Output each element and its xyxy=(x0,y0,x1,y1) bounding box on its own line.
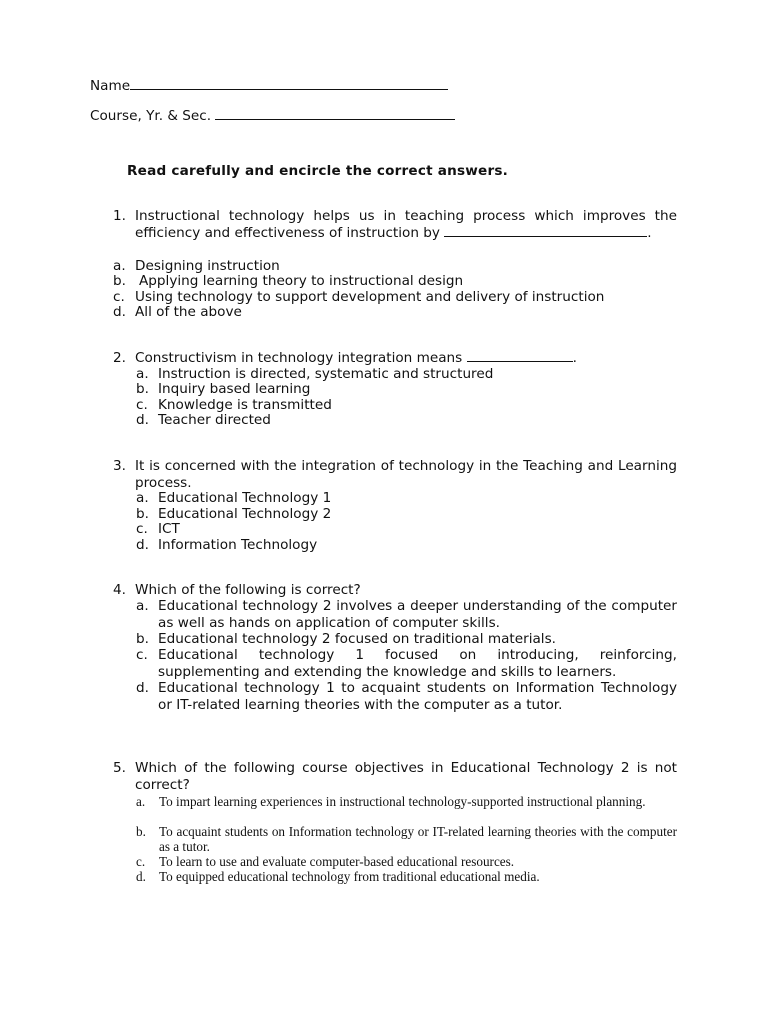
question-stem-end: . xyxy=(572,350,577,366)
option-letter: c. xyxy=(113,289,125,305)
name-blank[interactable] xyxy=(130,89,448,90)
option-text[interactable]: Knowledge is transmitted xyxy=(158,397,332,413)
instructions-heading: Read carefully and encircle the correct answers. xyxy=(127,163,509,179)
name-field xyxy=(90,78,448,94)
question-stem: Which of the following is correct? xyxy=(135,582,361,598)
course-field xyxy=(90,108,455,124)
option-letter: d. xyxy=(136,680,149,696)
option-text[interactable]: To impart learning experiences in instructional technology-supported instructional planning. xyxy=(159,794,646,809)
option-letter: b. xyxy=(113,273,126,289)
option-text[interactable]: Teacher directed xyxy=(158,412,271,428)
option-text[interactable]: Educational technology 2 focused on traditional materials. xyxy=(158,631,556,647)
question-stem-end: . xyxy=(647,225,652,241)
option-letter: c. xyxy=(136,397,148,413)
option-text[interactable]: Educational Technology 2 xyxy=(158,506,332,522)
question-stem: Which of the following course objectives in Educational Technology 2 is not correct? xyxy=(135,760,677,793)
option-letter: b. xyxy=(136,381,149,397)
option-text[interactable]: Educational Technology 1 xyxy=(158,490,332,506)
option-text[interactable]: Educational technology 2 involves a deeper understanding of the computer as well as hands on application of computer skills. xyxy=(158,598,677,631)
option-letter: d. xyxy=(113,304,126,320)
option-text[interactable]: Information Technology xyxy=(158,537,318,553)
answer-blank[interactable] xyxy=(467,361,573,362)
option-letter: c. xyxy=(136,854,146,869)
option-letter: d. xyxy=(136,537,149,553)
question-number: 1. xyxy=(113,208,126,224)
option-text[interactable]: Educational technology 1 focused on introducing, reinforcing, supplementing and extending the knowledge and skills to learners. xyxy=(158,647,677,680)
option-letter: a. xyxy=(136,490,149,506)
question-number: 3. xyxy=(113,458,126,474)
option-text[interactable]: ICT xyxy=(158,521,180,537)
question-stem xyxy=(135,208,677,242)
option-text[interactable]: To learn to use and evaluate computer-based educational resources. xyxy=(159,854,515,869)
option-text[interactable]: Applying learning theory to instructional design xyxy=(139,273,464,289)
option-text[interactable]: Designing instruction xyxy=(135,258,280,274)
option-text[interactable]: Using technology to support development and delivery of instruction xyxy=(135,289,605,305)
option-text[interactable]: Instruction is directed, systematic and structured xyxy=(158,366,494,382)
option-letter: d. xyxy=(136,412,149,428)
option-letter: b. xyxy=(136,824,146,839)
question-number: 4. xyxy=(113,582,126,598)
option-letter: c. xyxy=(136,647,148,663)
question-stem xyxy=(135,350,577,366)
option-letter: b. xyxy=(136,506,149,522)
option-letter: a. xyxy=(136,366,149,382)
option-letter: a. xyxy=(113,258,126,274)
question-stem: It is concerned with the integration of technology in the Teaching and Learning process. xyxy=(135,458,677,491)
question-stem-text: Constructivism in technology integration means xyxy=(135,350,463,366)
option-text[interactable]: Inquiry based learning xyxy=(158,381,311,397)
name-label: Name xyxy=(90,78,131,94)
course-blank[interactable] xyxy=(215,119,455,120)
question-number: 5. xyxy=(113,760,126,776)
option-text[interactable]: Educational technology 1 to acquaint students on Information Technology or IT-related learning theories with the computer as a tutor. xyxy=(158,680,677,713)
option-letter: a. xyxy=(136,598,149,614)
question-stem-text: Instructional technology helps us in teaching process which improves the efficiency and effectiveness of instruction by xyxy=(135,208,677,241)
answer-blank[interactable] xyxy=(444,236,647,237)
option-text[interactable]: All of the above xyxy=(135,304,242,320)
option-letter: d. xyxy=(136,869,146,884)
option-letter: c. xyxy=(136,521,148,537)
option-text[interactable]: To equipped educational technology from traditional educational media. xyxy=(159,869,540,884)
option-letter: b. xyxy=(136,631,149,647)
course-label: Course, Yr. & Sec. xyxy=(90,108,212,124)
option-text[interactable]: To acquaint students on Information technology or IT-related learning theories with the computer as a tutor. xyxy=(159,824,677,854)
option-letter: a. xyxy=(136,794,146,809)
question-number: 2. xyxy=(113,350,126,366)
